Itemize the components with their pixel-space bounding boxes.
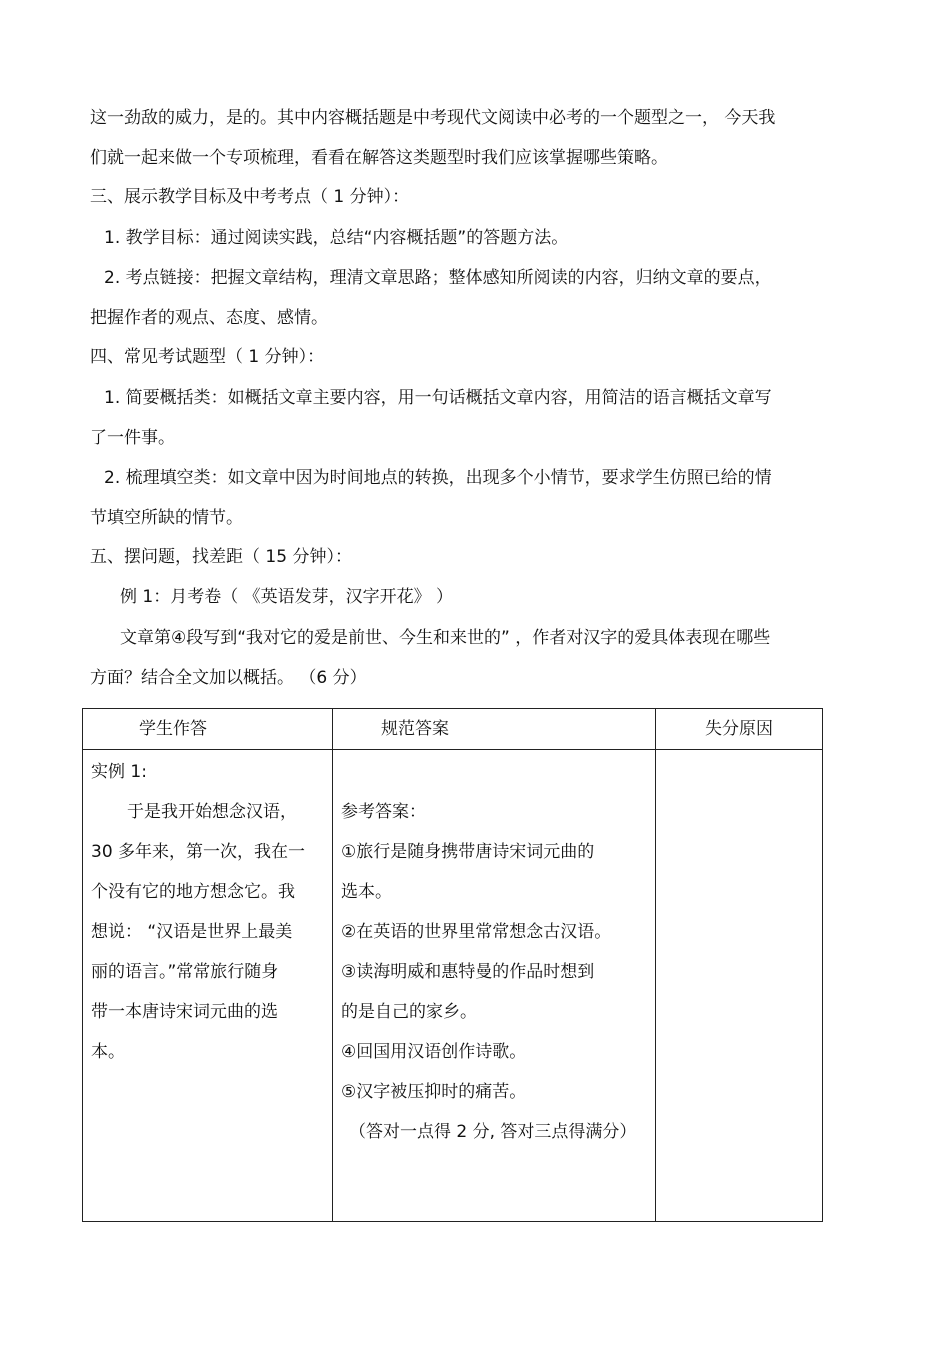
- section-heading: 四、常见考试题型（ 1 分钟）：: [90, 347, 325, 367]
- list-item: 2. 梳理填空类：如文章中因为时间地点的转换，出现多个小情节，要求学生仿照已给的情: [104, 468, 772, 488]
- standard-answer-line: ③读海明威和惠特曼的作品时想到: [341, 962, 595, 982]
- standard-answer-line: ⑤汉字被压抑时的痛苦。: [341, 1082, 527, 1102]
- student-answer-line: 带一本唐诗宋词元曲的选: [91, 1002, 278, 1022]
- student-answer-label: 实例 1:: [91, 762, 147, 782]
- standard-answer-line: ②在英语的世界里常常想念古汉语。: [341, 922, 612, 942]
- standard-answer-line: ①旅行是随身携带唐诗宋词元曲的: [341, 842, 595, 862]
- paragraph-line: 这一劲敌的威力，是的。其中内容概括题是中考现代文阅读中必考的一个题型之一， 今天我: [90, 108, 776, 128]
- standard-answer-line: ④回国用汉语创作诗歌。: [341, 1042, 527, 1062]
- table-row: [83, 750, 823, 1222]
- loss-reason-cell: [656, 750, 823, 1222]
- student-answer-line: 于是我开始想念汉语，: [127, 802, 297, 822]
- standard-answer-label: 参考答案：: [341, 802, 426, 822]
- section-heading: 五、摆问题，找差距（ 15 分钟）：: [90, 547, 352, 567]
- paragraph-line: 了一件事。: [90, 428, 175, 448]
- student-answer-line: 30 多年来，第一次，我在一: [91, 842, 306, 862]
- standard-answer-line: 的是自己的家乡。: [341, 1002, 477, 1022]
- header-student-answer: 学生作答: [83, 709, 333, 750]
- list-item: 1. 教学目标：通过阅读实践，总结“内容概括题”的答题方法。: [104, 228, 569, 248]
- student-answer-cell: [83, 750, 333, 1222]
- paragraph-line: 们就一起来做一个专项梳理，看看在解答这类题型时我们应该掌握哪些策略。: [90, 148, 668, 168]
- student-answer-line: 个没有它的地方想念它。我: [91, 882, 295, 902]
- section-heading: 三、展示教学目标及中考考点（ 1 分钟）：: [90, 187, 410, 207]
- student-answer-line: 丽的语言。”常常旅行随身: [91, 962, 279, 982]
- scoring-note: （答对一点得 2 分, 答对三点得满分）: [349, 1122, 637, 1142]
- standard-answer-line: 选本。: [341, 882, 392, 902]
- question-text: 方面？结合全文加以概括。 （6 分）: [90, 668, 367, 688]
- table-header-row: [83, 709, 823, 750]
- list-item: 1. 简要概括类：如概括文章主要内容，用一句话概括文章内容，用简洁的语言概括文章写: [104, 388, 772, 408]
- standard-answer-cell: [333, 750, 656, 1222]
- example-title: 例 1：月考卷（ 《英语发芽，汉字开花》 ）: [120, 587, 454, 607]
- student-answer-line: 想说： “汉语是世界上最美: [91, 922, 293, 942]
- list-item: 2. 考点链接：把握文章结构，理清文章思路；整体感知所阅读的内容，归纳文章的要点，: [104, 268, 772, 288]
- student-answer-line: 本。: [91, 1042, 125, 1062]
- header-loss-reason: 失分原因: [656, 709, 823, 750]
- paragraph-line: 节填空所缺的情节。: [90, 508, 243, 528]
- question-text: 文章第④段写到“我对它的爱是前世、今生和来世的” ，作者对汉字的爱具体表现在哪些: [120, 628, 771, 648]
- answer-table: [82, 708, 823, 1222]
- header-standard-answer: 规范答案: [333, 709, 656, 750]
- paragraph-line: 把握作者的观点、态度、感情。: [90, 308, 328, 328]
